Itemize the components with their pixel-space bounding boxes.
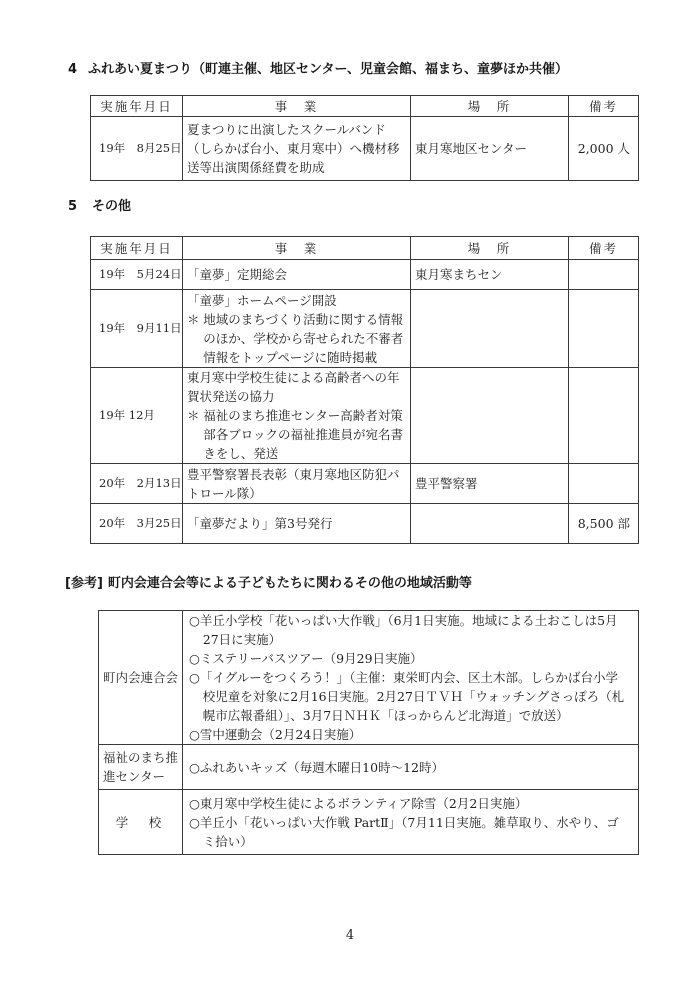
table-row bbox=[99, 790, 639, 855]
header-event: 事 業 bbox=[183, 237, 411, 260]
table-header-row bbox=[91, 96, 639, 117]
header-date: 実施年月日 bbox=[91, 96, 183, 117]
event-detail bbox=[187, 310, 408, 367]
header-place: 場 所 bbox=[411, 96, 569, 117]
list-item: ○ふれあいキッズ（毎週木曜日10時～12時） bbox=[189, 759, 444, 775]
note-cell bbox=[569, 464, 639, 504]
table-row bbox=[91, 260, 639, 290]
reference-heading bbox=[65, 575, 700, 593]
header-date: 実施年月日 bbox=[91, 237, 183, 260]
reference-table bbox=[98, 610, 639, 855]
section-heading-summer-festival bbox=[68, 61, 700, 79]
activities-cell bbox=[183, 745, 639, 790]
event-detail-text: 地域のまちづくり活動に関する情報のほか、学校から寄せられた不審者情報をトップページに随時掲載 bbox=[203, 311, 404, 365]
list-item: ○雪中運動会（2月24日実施） bbox=[189, 727, 362, 742]
note-cell bbox=[569, 290, 639, 368]
place-cell: 東月寒地区センター bbox=[411, 117, 569, 181]
list-item: ○東月寒中学校生徒によるボランティア除雪（2月2日実施） bbox=[189, 795, 528, 811]
place-cell: 東月寒まちセン bbox=[411, 260, 569, 290]
organization-cell: 学 校 bbox=[99, 790, 183, 855]
date-cell: 20年 3月25日 bbox=[91, 504, 183, 544]
event-cell: 夏まつりに出演したスクールバンド（しらかば台小、東月寒中）へ機材移送等出演関係経費を助成 bbox=[183, 117, 411, 181]
event-cell bbox=[183, 290, 411, 368]
header-event: 事 業 bbox=[183, 96, 411, 117]
place-cell bbox=[411, 504, 569, 544]
table-header-row bbox=[91, 237, 639, 260]
date-cell: 19年 12月 bbox=[91, 368, 183, 464]
event-detail bbox=[187, 406, 408, 463]
list-item: ○羊丘小学校「花いっぱい大作戦」（6月1日実施。地域による土おこしは5月27日に実施） bbox=[189, 613, 618, 647]
section-title: ふれあい夏まつり（町連主催、地区センター、児童会館、福まち、童夢ほか共催） bbox=[88, 62, 568, 77]
table-row bbox=[91, 290, 639, 368]
reference-title: 町内会連合会等による子どもたちに関わるその他の地域活動等 bbox=[107, 576, 472, 591]
place-cell bbox=[411, 290, 569, 368]
note-cell bbox=[569, 368, 639, 464]
event-title: 「童夢」ホームページ開設 bbox=[187, 292, 337, 308]
activities-cell bbox=[183, 611, 639, 745]
place-cell: 豊平警察署 bbox=[411, 464, 569, 504]
list-item: ○羊丘小「花いっぱい大作戦 PartⅡ」（7月11日実施。雑草取り、水やり、ゴミ拾い） bbox=[189, 814, 619, 849]
table-row bbox=[91, 504, 639, 544]
organization-cell: 福祉のまち推進センター bbox=[99, 745, 183, 790]
summer-festival-table bbox=[90, 95, 639, 181]
event-cell: 「童夢」定期総会 bbox=[183, 260, 411, 290]
page-number: 4 bbox=[345, 928, 355, 943]
header-place: 場 所 bbox=[411, 237, 569, 260]
note-cell: 8,500 部 bbox=[569, 504, 639, 544]
table-row bbox=[91, 464, 639, 504]
date-cell: 19年 5月24日 bbox=[91, 260, 183, 290]
list-item: ○ミステリーバスツアー（9月29日実施） bbox=[189, 651, 423, 666]
organization-cell: 町内会連合会 bbox=[99, 611, 183, 745]
event-cell: 「童夢だより」第3号発行 bbox=[183, 504, 411, 544]
event-detail-text: 福祉のまち推進センター高齢者対策部各ブロックの福祉推進員が宛名書きをし、発送 bbox=[203, 408, 404, 461]
asterisk-mark: ＊ bbox=[187, 408, 200, 423]
section-number: 5 bbox=[68, 199, 78, 214]
note-cell bbox=[569, 260, 639, 290]
section-heading-other bbox=[68, 198, 700, 216]
section-number: 4 bbox=[68, 62, 78, 77]
table-row bbox=[99, 745, 639, 790]
reference-label: [参考] bbox=[65, 576, 103, 591]
header-note: 備考 bbox=[569, 96, 639, 117]
table-row bbox=[91, 117, 639, 181]
place-cell bbox=[411, 368, 569, 464]
note-cell: 2,000 人 bbox=[569, 117, 639, 181]
table-row bbox=[99, 611, 639, 745]
date-cell: 19年 9月11日 bbox=[91, 290, 183, 368]
event-title: 東月寒中学校生徒による高齢者への年賀状発送の協力 bbox=[187, 370, 400, 404]
page-content bbox=[0, 61, 700, 855]
event-cell bbox=[183, 368, 411, 464]
asterisk-mark: ＊ bbox=[187, 311, 200, 327]
header-note: 備考 bbox=[569, 237, 639, 260]
other-activities-table bbox=[90, 236, 639, 544]
date-cell: 19年 8月25日 bbox=[91, 117, 183, 181]
list-item: ○「イグルーをつくろう！」（主催：東栄町内会、区土木部。しらかば台小学校児童を対象に2月16日実施。2月27日ＴＶＨ「ウォッチングさっぽろ（札幌市広報番組）」、3月7日ＮＨＫ「ほっからんど北海道」で放送） bbox=[189, 670, 625, 723]
activities-cell bbox=[183, 790, 639, 855]
date-cell: 20年 2月13日 bbox=[91, 464, 183, 504]
event-cell: 豊平警察署長表彰（東月寒地区防犯パトロール隊） bbox=[183, 464, 411, 504]
table-row bbox=[91, 368, 639, 464]
section-title: その他 bbox=[92, 199, 132, 214]
